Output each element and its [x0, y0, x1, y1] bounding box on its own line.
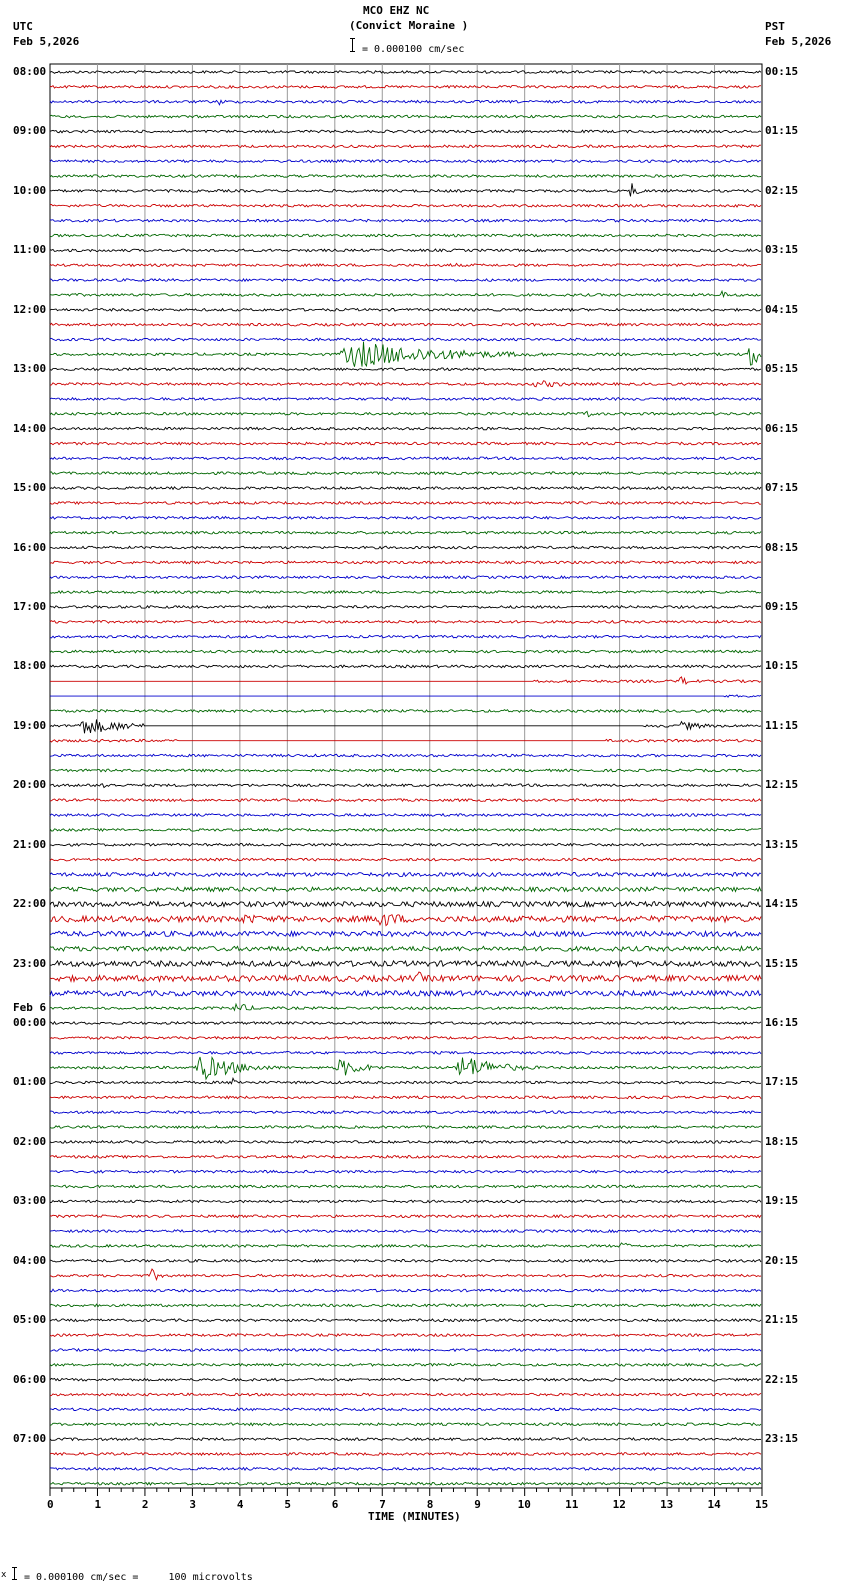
- x-tick-label: 5: [284, 1498, 291, 1511]
- x-tick-label: 3: [189, 1498, 197, 1511]
- utc-hour-label: 20:00: [13, 778, 47, 792]
- trace-line: [50, 1170, 761, 1173]
- trace-line: [50, 561, 761, 564]
- trace-line: [50, 381, 761, 387]
- pst-time-label: 22:15: [765, 1372, 799, 1386]
- trace-line: [50, 784, 761, 788]
- trace-line: [50, 411, 761, 416]
- trace-line: [50, 175, 761, 178]
- utc-hour-label: 13:00: [13, 362, 47, 376]
- trace-line: [50, 219, 761, 222]
- x-tick-label: 0: [47, 1498, 54, 1511]
- trace-line: [50, 115, 761, 118]
- trace-line: [50, 695, 761, 697]
- trace-line: [50, 843, 761, 846]
- footer-marker: x: [1, 1570, 7, 1580]
- trace-line: [50, 873, 761, 877]
- utc-hour-label: 05:00: [13, 1313, 47, 1327]
- trace-line: [50, 1269, 761, 1280]
- trace-line: [50, 502, 761, 505]
- pst-time-label: 19:15: [765, 1194, 799, 1208]
- x-tick-label: 7: [379, 1498, 386, 1511]
- utc-hour-label: 22:00: [13, 897, 47, 911]
- trace-line: [50, 829, 761, 832]
- trace-line: [50, 338, 761, 341]
- utc-hour-label: 16:00: [13, 540, 47, 554]
- trace-line: [50, 1349, 761, 1352]
- pst-time-label: 09:15: [765, 599, 799, 613]
- trace-line: [50, 183, 761, 196]
- trace-line: [50, 279, 761, 282]
- trace-line: [50, 710, 761, 713]
- utc-hour-label: 06:00: [13, 1372, 47, 1386]
- trace-line: [50, 249, 761, 252]
- trace-line: [50, 1423, 761, 1426]
- pst-time-label: 03:15: [765, 243, 799, 257]
- trace-line: [50, 342, 761, 367]
- trace-line: [50, 442, 761, 445]
- trace-line: [50, 1378, 761, 1381]
- trace-line: [50, 650, 761, 653]
- trace-line: [50, 946, 761, 951]
- trace-line: [50, 398, 761, 401]
- utc-hour-label: 14:00: [13, 421, 47, 435]
- trace-line: [50, 931, 761, 936]
- trace-line: [50, 1022, 761, 1025]
- trace-line: [50, 1334, 761, 1337]
- utc-hour-label: 12:00: [13, 302, 47, 316]
- trace-line: [50, 291, 761, 296]
- trace-line: [50, 1141, 761, 1144]
- utc-hour-label: 21:00: [13, 837, 47, 851]
- trace-line: [50, 621, 761, 624]
- utc-hour-label: 09:00: [13, 124, 47, 138]
- utc-hour-label: 15:00: [13, 481, 47, 495]
- x-tick-label: 4: [236, 1498, 244, 1511]
- trace-line: [50, 1126, 761, 1129]
- trace-line: [50, 1052, 761, 1055]
- pst-time-label: 00:15: [765, 65, 799, 78]
- trace-line: [50, 814, 761, 817]
- trace-line: [50, 1215, 761, 1218]
- trace-line: [50, 606, 761, 609]
- date-change-label: Feb 6: [13, 1001, 47, 1015]
- trace-line: [50, 576, 761, 579]
- pst-time-label: 10:15: [765, 659, 799, 673]
- utc-hour-label: 02:00: [13, 1134, 47, 1148]
- pst-time-label: 13:15: [765, 837, 799, 851]
- pst-time-label: 18:15: [765, 1134, 799, 1148]
- plot-frame: [50, 64, 762, 1488]
- trace-line: [50, 961, 761, 967]
- pst-time-label: 05:15: [765, 362, 799, 376]
- trace-line: [50, 1304, 761, 1307]
- x-tick-label: 11: [565, 1498, 579, 1511]
- trace-line: [50, 160, 761, 163]
- trace-line: [50, 754, 761, 757]
- trace-line: [50, 71, 761, 74]
- x-tick-label: 6: [331, 1498, 339, 1511]
- pst-time-label: 15:15: [765, 956, 799, 970]
- trace-line: [50, 1453, 761, 1456]
- x-tick-label: 14: [707, 1498, 721, 1511]
- trace-line: [50, 204, 761, 207]
- trace-line: [50, 1482, 761, 1485]
- pst-time-label: 01:15: [765, 124, 799, 138]
- left-date: Feb 5,2026: [13, 35, 80, 48]
- trace-line: [50, 1078, 761, 1084]
- trace-line: [50, 1319, 761, 1322]
- trace-line: [50, 1230, 761, 1233]
- utc-hour-label: 08:00: [13, 65, 47, 78]
- trace-line: [50, 665, 761, 668]
- x-tick-label: 15: [755, 1498, 769, 1511]
- utc-hour-label: 17:00: [13, 599, 47, 613]
- trace-line: [50, 1393, 761, 1396]
- pst-time-label: 20:15: [765, 1253, 799, 1267]
- pst-time-label: 14:15: [765, 897, 799, 911]
- scale-bar-icon: [352, 38, 353, 52]
- trace-line: [50, 1037, 761, 1040]
- trace-line: [50, 591, 761, 594]
- x-tick-label: 1: [94, 1498, 102, 1511]
- trace-line: [50, 1156, 761, 1159]
- trace-line: [50, 1243, 761, 1247]
- pst-time-label: 11:15: [765, 718, 799, 732]
- trace-line: [50, 546, 761, 549]
- trace-line: [50, 1260, 761, 1263]
- utc-hour-label: 11:00: [13, 243, 47, 257]
- footer-scale-text: = 0.000100 cm/sec = 100 microvolts: [24, 1572, 253, 1583]
- x-axis-label: TIME (MINUTES): [368, 1510, 461, 1523]
- trace-line: [50, 130, 761, 133]
- trace-line: [50, 1468, 761, 1471]
- trace-line: [50, 234, 761, 237]
- pst-time-label: 17:15: [765, 1075, 799, 1089]
- utc-hour-label: 18:00: [13, 659, 47, 673]
- trace-line: [50, 86, 761, 89]
- trace-line: [50, 517, 761, 520]
- trace-line: [50, 457, 761, 460]
- x-tick-label: 2: [141, 1498, 149, 1511]
- trace-line: [50, 1057, 761, 1079]
- pst-time-label: 08:15: [765, 540, 799, 554]
- trace-line: [50, 1289, 761, 1292]
- x-tick-label: 9: [474, 1498, 481, 1511]
- pst-time-label: 04:15: [765, 302, 799, 316]
- x-tick-label: 12: [612, 1498, 626, 1511]
- scale-text: = 0.000100 cm/sec: [362, 44, 465, 55]
- pst-time-label: 12:15: [765, 778, 799, 792]
- trace-line: [50, 1096, 761, 1099]
- trace-line: [50, 309, 761, 312]
- trace-line: [50, 1364, 761, 1367]
- trace-line: [50, 902, 761, 907]
- trace-line: [50, 427, 761, 430]
- trace-line: [50, 739, 761, 742]
- trace-line: [50, 323, 761, 326]
- left-timezone: UTC: [13, 20, 33, 33]
- trace-line: [50, 487, 761, 490]
- right-date: Feb 5,2026: [765, 35, 832, 48]
- trace-line: [50, 1200, 761, 1203]
- utc-hour-label: 10:00: [13, 183, 47, 197]
- trace-line: [50, 1438, 761, 1441]
- trace-line: [50, 1185, 761, 1188]
- x-tick-label: 8: [426, 1498, 434, 1511]
- trace-line: [50, 1004, 761, 1010]
- utc-hour-label: 00:00: [13, 1016, 47, 1030]
- utc-hour-label: 19:00: [13, 718, 47, 732]
- trace-line: [50, 531, 761, 534]
- station-subtitle: (Convict Moraine ): [349, 19, 469, 32]
- right-timezone: PST: [765, 20, 785, 33]
- utc-hour-label: 01:00: [13, 1075, 47, 1089]
- utc-hour-label: 23:00: [13, 956, 47, 970]
- trace-line: [50, 858, 761, 861]
- trace-line: [50, 635, 761, 638]
- utc-hour-label: 04:00: [13, 1253, 47, 1267]
- pst-time-label: 02:15: [765, 183, 799, 197]
- trace-line: [50, 887, 761, 891]
- chart-title: MCO EHZ NC: [363, 4, 430, 17]
- pst-time-label: 07:15: [765, 481, 799, 495]
- pst-time-label: 16:15: [765, 1016, 799, 1030]
- trace-line: [50, 1111, 761, 1114]
- trace-line: [50, 1408, 761, 1411]
- trace-line: [50, 769, 761, 772]
- pst-time-label: 23:15: [765, 1432, 799, 1446]
- utc-hour-label: 03:00: [13, 1194, 47, 1208]
- trace-line: [50, 263, 761, 266]
- trace-line: [50, 677, 761, 684]
- pst-time-label: 21:15: [765, 1313, 799, 1327]
- trace-line: [50, 799, 761, 802]
- pst-time-label: 06:15: [765, 421, 799, 435]
- trace-line: [50, 972, 761, 982]
- footer-scale-bar-icon: [14, 1567, 15, 1580]
- trace-line: [50, 145, 761, 148]
- trace-line: [50, 368, 761, 371]
- trace-line: [50, 472, 761, 475]
- utc-hour-label: 07:00: [13, 1432, 47, 1446]
- x-tick-label: 13: [660, 1498, 674, 1511]
- trace-line: [50, 991, 761, 996]
- trace-line: [50, 719, 761, 733]
- x-tick-label: 10: [517, 1498, 531, 1511]
- trace-line: [50, 100, 761, 105]
- trace-line: [50, 915, 761, 926]
